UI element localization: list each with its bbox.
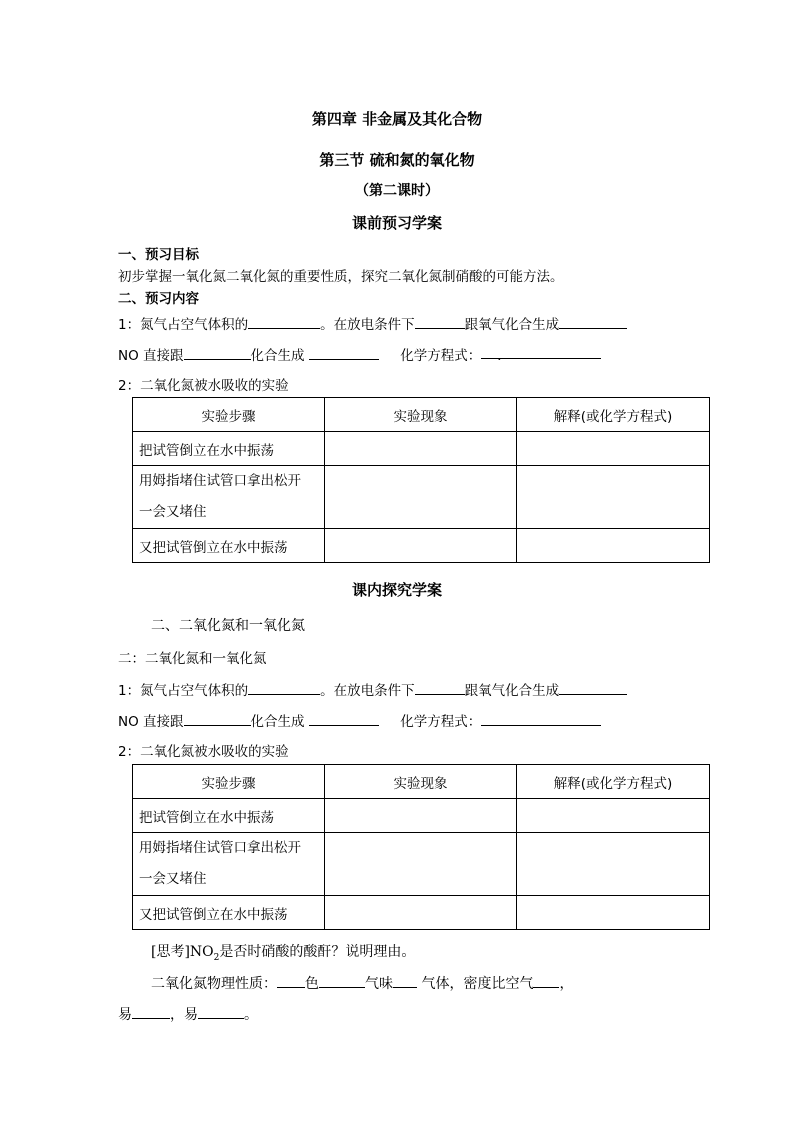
table-cell-phenomenon-input[interactable]	[325, 529, 517, 563]
preview-question-1-line-1	[118, 313, 627, 333]
blank-no-product[interactable]	[309, 711, 379, 726]
q1-text-a: 1：氮气占空气体积的	[118, 683, 249, 699]
blank-no-reactant[interactable]	[184, 345, 251, 360]
blank-gas-type[interactable]	[393, 973, 417, 988]
table-cell-step: 又把试管倒立在水中振荡	[133, 896, 325, 930]
q1-text-d: NO 直接跟	[118, 714, 184, 730]
q1-text-c: 跟氧气化合生成	[464, 683, 560, 699]
blank-reactant[interactable]	[415, 314, 465, 329]
phys-text-b: 色	[305, 976, 319, 992]
blank-property-2[interactable]	[198, 1004, 244, 1019]
goal-text: 初步掌握一氧化氮二氧化氮的重要性质，探究二氧化氮制硝酸的可能方法。	[118, 269, 564, 285]
blank-density[interactable]	[533, 973, 559, 988]
table-cell-phenomenon-input[interactable]	[325, 833, 517, 896]
preview-experiment-table	[132, 397, 710, 563]
think-subscript: 2	[213, 952, 220, 963]
table-cell-step: 又把试管倒立在水中振荡	[133, 529, 325, 563]
blank-no-reactant[interactable]	[184, 711, 251, 726]
blank-property-1[interactable]	[132, 1004, 170, 1019]
think-question	[151, 941, 415, 963]
inclass-experiment-table	[132, 764, 710, 930]
preview-question-2: 2：二氧化氮被水吸收的实验	[118, 378, 289, 394]
blank-product[interactable]	[559, 314, 627, 329]
content-heading: 二、预习内容	[118, 291, 199, 307]
step-line-2: 一会又堵住	[139, 871, 207, 887]
q1-text-b: 。在放电条件下	[320, 317, 415, 333]
blank-equation[interactable]	[481, 711, 601, 726]
goal-heading: 一、预习目标	[118, 247, 199, 263]
table-cell-step: 把试管倒立在水中振荡	[133, 432, 325, 466]
table-cell-explanation-input[interactable]	[517, 529, 710, 563]
table-cell-explanation-input[interactable]	[517, 432, 710, 466]
table-cell-step	[133, 833, 325, 896]
step-line-1: 用姆指堵住试管口拿出松开	[139, 473, 301, 489]
inclass-title: 课内探究学案	[351, 581, 442, 599]
blank-equation[interactable]	[481, 344, 601, 364]
step-line-2: 一会又堵住	[139, 504, 207, 520]
table-cell-explanation-input[interactable]	[517, 833, 710, 896]
lesson-label: （第二课时）	[355, 183, 439, 199]
table-header-explanation: 解释(或化学方程式)	[517, 765, 710, 799]
table-cell-step	[133, 466, 325, 529]
q1-text-c: 跟氧气化合生成	[464, 317, 560, 333]
phys-text-h: 。	[244, 1007, 258, 1023]
preview-title: 课前预习学案	[351, 214, 442, 232]
blank-product[interactable]	[559, 680, 627, 695]
q1-dot: ．	[497, 348, 511, 364]
q1-text-a: 1：氮气占空气体积的	[118, 317, 249, 333]
q1-text-f: 化学方程式：	[400, 714, 482, 730]
phys-text-a: 二氧化氮物理性质：	[151, 976, 277, 992]
think-text-a: [思考]NO	[151, 944, 214, 960]
blank-nitrogen-volume[interactable]	[248, 680, 320, 695]
table-header-steps: 实验步骤	[133, 398, 325, 432]
table-cell-phenomenon-input[interactable]	[325, 896, 517, 930]
q1-text-d: NO 直接跟	[118, 348, 184, 364]
inclass-heading: 二：二氧化氮和一氧化氮	[118, 651, 267, 667]
section-title: 第三节 硫和氮的氧化物	[319, 151, 475, 169]
physical-properties-line-1	[151, 973, 573, 993]
preview-question-1-line-2	[118, 344, 601, 364]
blank-smell[interactable]	[319, 973, 365, 988]
physical-properties-line-2	[118, 1004, 258, 1024]
phys-text-f: 易	[118, 1007, 132, 1023]
table-cell-explanation-input[interactable]	[517, 466, 710, 529]
q1-text-f: 化学方程式：	[400, 348, 482, 364]
table-header-steps: 实验步骤	[133, 765, 325, 799]
phys-text-e: ，	[559, 976, 574, 992]
table-header-explanation: 解释(或化学方程式)	[517, 398, 710, 432]
phys-text-g: ，易	[170, 1007, 198, 1023]
table-cell-phenomenon-input[interactable]	[325, 466, 517, 529]
phys-text-c: 气味	[365, 976, 393, 992]
blank-reactant[interactable]	[415, 680, 465, 695]
table-cell-explanation-input[interactable]	[517, 799, 710, 833]
table-cell-phenomenon-input[interactable]	[325, 799, 517, 833]
inclass-question-1-line-1	[118, 679, 627, 699]
table-cell-step: 把试管倒立在水中振荡	[133, 799, 325, 833]
table-header-phenomenon: 实验现象	[325, 765, 517, 799]
phys-text-d: 气体，密度比空气	[417, 976, 534, 992]
step-line-1: 用姆指堵住试管口拿出松开	[139, 840, 301, 856]
q1-text-b: 。在放电条件下	[320, 683, 415, 699]
table-header-phenomenon: 实验现象	[325, 398, 517, 432]
blank-no-product[interactable]	[309, 345, 379, 360]
inclass-subtitle: 二、二氧化氮和一氧化氮	[151, 618, 305, 634]
blank-nitrogen-volume[interactable]	[248, 314, 320, 329]
chapter-title: 第四章 非金属及其化合物	[311, 110, 483, 128]
blank-color[interactable]	[277, 973, 305, 988]
table-cell-phenomenon-input[interactable]	[325, 432, 517, 466]
inclass-question-1-line-2	[118, 710, 601, 730]
table-cell-explanation-input[interactable]	[517, 896, 710, 930]
inclass-question-2: 2：二氧化氮被水吸收的实验	[118, 744, 289, 760]
q1-text-e: 化合生成	[250, 714, 305, 730]
q1-text-e: 化合生成	[250, 348, 305, 364]
think-text-b: 是否时硝酸的酸酐？说明理由。	[219, 944, 416, 960]
